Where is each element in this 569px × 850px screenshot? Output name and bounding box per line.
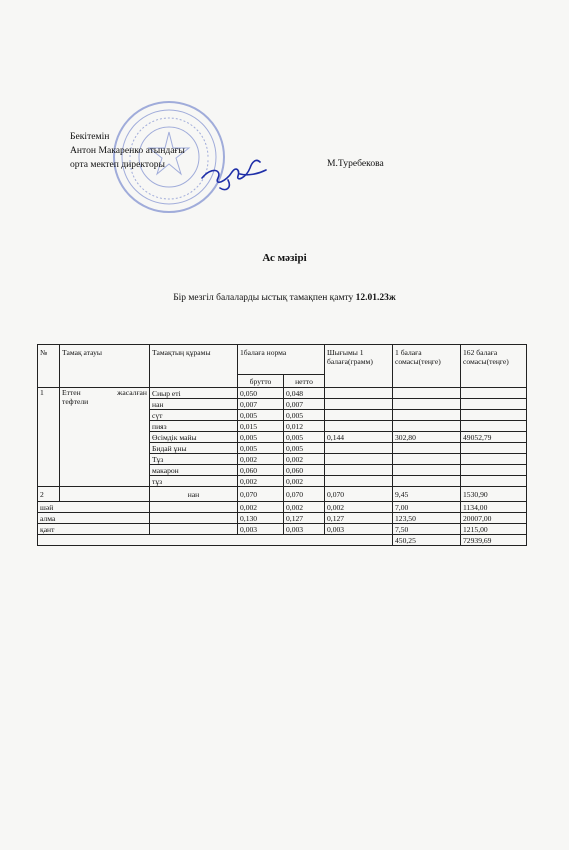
document-subtitle — [0, 293, 569, 303]
cost162-cell — [461, 410, 527, 421]
net-cell: 0,007 — [284, 399, 325, 410]
output-cell — [325, 465, 393, 476]
cost1-cell: 7,00 — [393, 502, 461, 513]
subtitle-date: 12.01.23ж — [355, 293, 396, 303]
cost1-cell — [393, 454, 461, 465]
header-no: № — [38, 345, 60, 388]
gross-cell: 0,003 — [238, 524, 284, 535]
table-row — [38, 502, 527, 513]
output-cell — [325, 443, 393, 454]
subtitle-text: Бір мезгіл балаларды ыстық тамақпен қамту — [173, 293, 356, 303]
cost162-cell — [461, 399, 527, 410]
approval-line-3: орта мектеп директоры — [70, 159, 165, 170]
table-row — [38, 513, 527, 524]
gross-cell: 0,002 — [238, 502, 284, 513]
totals-spacer — [38, 535, 393, 546]
output-cell: 0,070 — [325, 487, 393, 502]
net-cell: 0,002 — [284, 502, 325, 513]
output-cell: 0,002 — [325, 502, 393, 513]
approval-block — [70, 130, 185, 172]
ingredient-cell — [150, 502, 238, 513]
ingredient-cell — [150, 513, 238, 524]
header-gross: брутто — [238, 375, 284, 388]
output-cell: 0,127 — [325, 513, 393, 524]
output-cell — [325, 388, 393, 399]
gross-cell: 0,050 — [238, 388, 284, 399]
group-2-dish — [60, 487, 150, 502]
cost1-cell: 302,80 — [393, 432, 461, 443]
group-2-number: 2 — [38, 487, 60, 502]
cost1-cell — [393, 388, 461, 399]
cost1-cell — [393, 421, 461, 432]
gross-cell: 0,002 — [238, 454, 284, 465]
table-row — [38, 487, 527, 502]
header-net: нетто — [284, 375, 325, 388]
ingredient-cell: нан — [150, 487, 238, 502]
ingredient-cell: Бидай ұны — [150, 443, 238, 454]
total-cost162: 72939,69 — [461, 535, 527, 546]
gross-cell: 0,005 — [238, 443, 284, 454]
cost162-cell — [461, 443, 527, 454]
net-cell: 0,005 — [284, 410, 325, 421]
gross-cell: 0,070 — [238, 487, 284, 502]
cost162-cell: 1215,00 — [461, 524, 527, 535]
header-cost1: 1 балаға сомасы(теңге) — [393, 345, 461, 388]
net-cell: 0,060 — [284, 465, 325, 476]
cost1-cell: 123,50 — [393, 513, 461, 524]
output-cell — [325, 476, 393, 487]
header-row — [38, 345, 527, 375]
header-composition: Тамақтың құрамы — [150, 345, 238, 388]
cost1-cell — [393, 399, 461, 410]
gross-cell: 0,015 — [238, 421, 284, 432]
ingredient-cell: нан — [150, 399, 238, 410]
group-1-dish: Еттен жасалған тефтели — [60, 388, 150, 487]
ingredient-cell: Сиыр еті — [150, 388, 238, 399]
net-cell: 0,003 — [284, 524, 325, 535]
cost1-cell: 7,50 — [393, 524, 461, 535]
cost1-cell — [393, 410, 461, 421]
total-cost1: 450,25 — [393, 535, 461, 546]
approval-line-1: Бекітемін — [70, 131, 110, 142]
table-row — [38, 388, 527, 399]
cost162-cell: 1134,00 — [461, 502, 527, 513]
cost162-cell — [461, 388, 527, 399]
gross-cell: 0,130 — [238, 513, 284, 524]
signer-name: М.Туребекова — [327, 158, 384, 169]
cost162-cell: 20007,00 — [461, 513, 527, 524]
cost162-cell: 49052,79 — [461, 432, 527, 443]
group-1-number: 1 — [38, 388, 60, 487]
cost1-cell — [393, 476, 461, 487]
net-cell: 0,005 — [284, 432, 325, 443]
cost162-cell — [461, 421, 527, 432]
director-signature — [200, 148, 270, 193]
net-cell: 0,002 — [284, 476, 325, 487]
output-cell: 0,003 — [325, 524, 393, 535]
net-cell: 0,012 — [284, 421, 325, 432]
gross-cell: 0,005 — [238, 410, 284, 421]
output-cell — [325, 410, 393, 421]
cost162-cell — [461, 465, 527, 476]
dish-cell: қант — [38, 524, 150, 535]
ingredient-cell: Тұз — [150, 454, 238, 465]
net-cell: 0,005 — [284, 443, 325, 454]
menu-table — [37, 344, 527, 546]
output-cell: 0,144 — [325, 432, 393, 443]
table-row — [38, 524, 527, 535]
ingredient-cell: пияз — [150, 421, 238, 432]
dish-cell: алма — [38, 513, 150, 524]
totals-row — [38, 535, 527, 546]
cost1-cell: 9,45 — [393, 487, 461, 502]
cost1-cell — [393, 443, 461, 454]
document-title: Ас мәзірі — [262, 252, 307, 264]
net-cell: 0,002 — [284, 454, 325, 465]
ingredient-cell — [150, 524, 238, 535]
header-output: Шығымы 1 балаға(грамм) — [325, 345, 393, 388]
ingredient-cell: сүт — [150, 410, 238, 421]
ingredient-cell: тұз — [150, 476, 238, 487]
header-cost162: 162 балаға сомасы(теңге) — [461, 345, 527, 388]
dish-cell: шәй — [38, 502, 150, 513]
cost162-cell: 1530,90 — [461, 487, 527, 502]
output-cell — [325, 399, 393, 410]
gross-cell: 0,060 — [238, 465, 284, 476]
ingredient-cell: макарон — [150, 465, 238, 476]
net-cell: 0,127 — [284, 513, 325, 524]
net-cell: 0,048 — [284, 388, 325, 399]
gross-cell: 0,005 — [238, 432, 284, 443]
approval-line-2: Антон Макаренко атындағы — [70, 145, 185, 156]
gross-cell: 0,007 — [238, 399, 284, 410]
net-cell: 0,070 — [284, 487, 325, 502]
cost1-cell — [393, 465, 461, 476]
output-cell — [325, 421, 393, 432]
cost162-cell — [461, 476, 527, 487]
gross-cell: 0,002 — [238, 476, 284, 487]
cost162-cell — [461, 454, 527, 465]
output-cell — [325, 454, 393, 465]
header-dish: Тамақ атауы — [60, 345, 150, 388]
header-norm: 1балаға норма — [238, 345, 325, 375]
ingredient-cell: Өсімдік майы — [150, 432, 238, 443]
